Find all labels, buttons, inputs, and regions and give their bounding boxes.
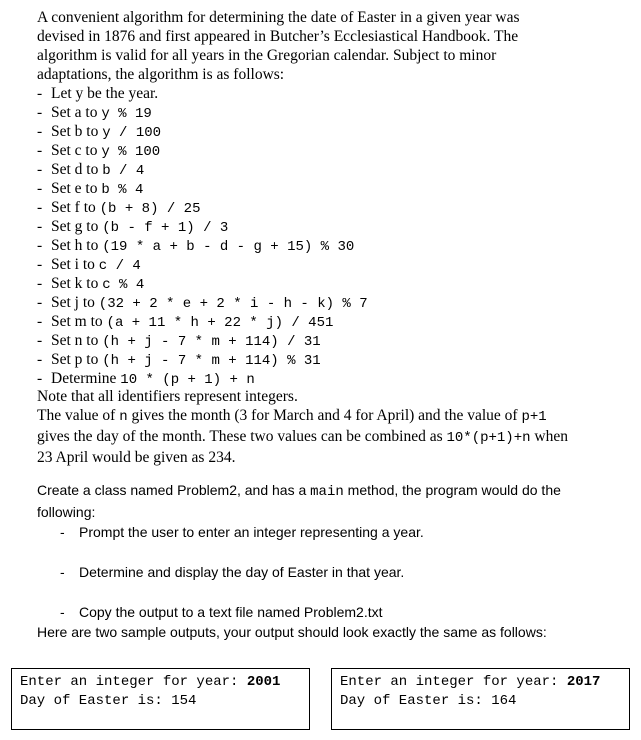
algorithm-step: - Set k to c % 4	[37, 275, 145, 293]
algorithm-steps	[37, 84, 368, 388]
sample-result-line: Day of Easter is: 164	[340, 693, 517, 709]
algorithm-step: - Set n to (h + j - 7 * m + 114) / 31	[37, 332, 321, 350]
samples-intro: Here are two sample outputs, your output should look exactly the same as follows:	[37, 624, 547, 640]
algorithm-step: - Set d to b / 4	[37, 161, 145, 179]
task-section	[37, 480, 597, 642]
task-list	[37, 522, 597, 622]
identifiers-note: Note that all identifiers represent integers.	[37, 388, 298, 405]
task-item: - Prompt the user to enter an integer representing a year.	[60, 524, 424, 540]
sample-output-box	[11, 668, 310, 730]
algorithm-step: - Set f to (b + 8) / 25	[37, 199, 201, 217]
algorithm-step: - Set i to c / 4	[37, 256, 141, 274]
algorithm-step: - Set e to b % 4	[37, 180, 144, 198]
algorithm-step: - Set b to y / 100	[37, 123, 162, 141]
value-explanation: The value of n gives the month (3 for March and 4 for April) and the value of p+1 gives the day of the month. These two values can be combined as 10*(p+1)+n when 23 April would be given as 234.	[37, 407, 568, 466]
task-item: - Copy the output to a text file named Problem2.txt	[60, 604, 383, 620]
task-item: - Determine and display the day of Easter in that year.	[60, 564, 405, 580]
sample-output-box	[331, 668, 630, 730]
algorithm-step: - Set g to (b - f + 1) / 3	[37, 218, 229, 236]
sample-prompt-line: Enter an integer for year: 2017	[340, 674, 601, 690]
notes-section	[37, 387, 577, 467]
algorithm-step: - Set p to (h + j - 7 * m + 114) % 31	[37, 351, 321, 369]
algorithm-step: - Determine 10 * (p + 1) + n	[37, 370, 255, 388]
intro-paragraph: A convenient algorithm for determining the date of Easter in a given year was devised in 1876 and first appeared in Butcher’s Ecclesiastical Handbook. The algorithm is valid for all years in the Gregorian calendar. Subject to minor adaptations, the algorithm is as follows:	[37, 9, 520, 83]
algorithm-step: - Set m to (a + 11 * h + 22 * j) / 451	[37, 313, 334, 331]
algorithm-step: - Set a to y % 19	[37, 104, 152, 122]
algorithm-step: - Set h to (19 * a + b - d - g + 15) % 30	[37, 237, 355, 255]
sample-result-line: Day of Easter is: 154	[20, 693, 197, 709]
algorithm-step: - Set c to y % 100	[37, 142, 161, 160]
sample-prompt-line: Enter an integer for year: 2001	[20, 674, 281, 690]
task-intro: Create a class named Problem2, and has a main method, the program would do the following:	[37, 482, 561, 520]
algorithm-step: - Set j to (32 + 2 * e + 2 * i - h - k) % 7	[37, 294, 368, 312]
algorithm-step: - Let y be the year.	[37, 85, 159, 102]
